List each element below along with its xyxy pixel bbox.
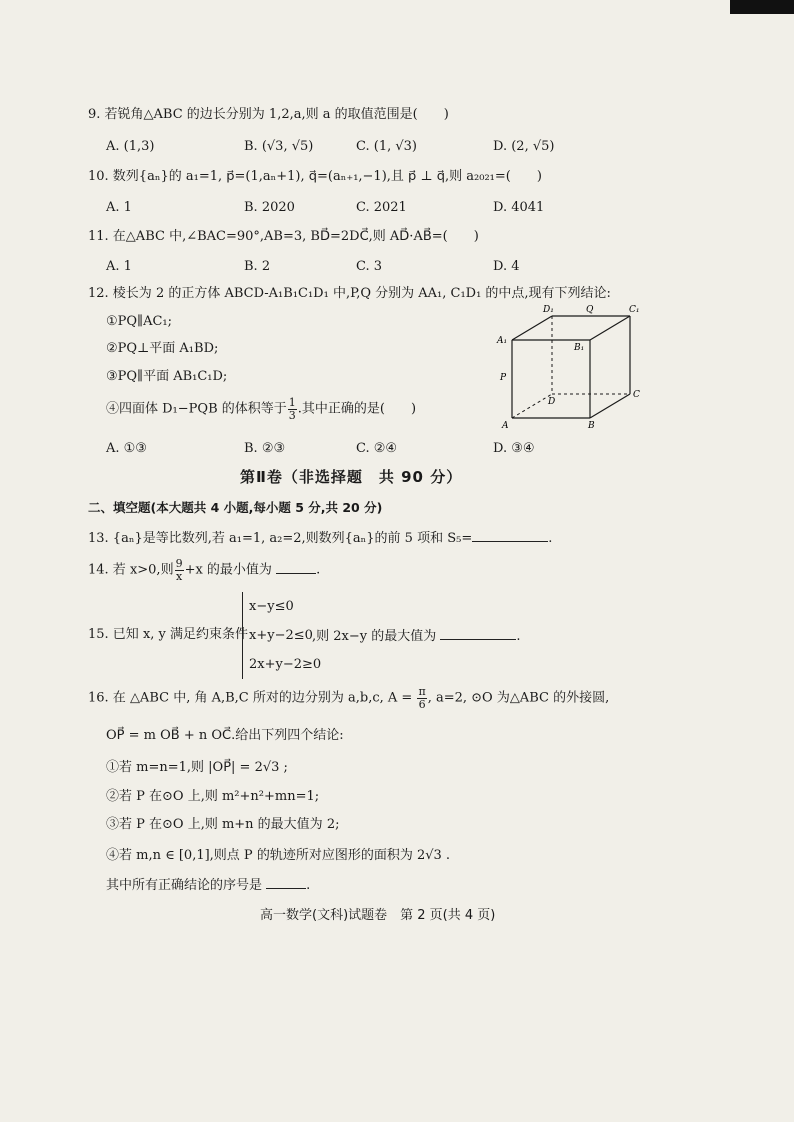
cube-label-b1: B₁ — [574, 343, 585, 353]
question-15-tail — [312, 628, 521, 643]
cube-hidden-edge-ad — [512, 394, 552, 418]
question-12-stem: 12. 棱长为 2 的正方体 ABCD-A₁B₁C₁D₁ 中,P,Q 分别为 AA₁, C₁D₁ 的中点,现有下列结论: — [88, 286, 611, 301]
q15-constraint-3: 2x+y−2≥0 — [249, 657, 322, 672]
q10-option-a: A. 1 — [106, 200, 132, 215]
q12-c4-suffix: .其中正确的是( ) — [297, 401, 417, 417]
q9-option-a: A. (1,3) — [106, 139, 155, 154]
q16-fraction-num: π — [418, 685, 426, 698]
cube-figure — [495, 300, 645, 435]
question-14 — [88, 558, 320, 582]
cube-edge-bc — [590, 394, 630, 418]
cube-label-a1: A₁ — [497, 336, 508, 346]
q12-conclusion-3: ③PQ∥平面 AB₁C₁D; — [106, 369, 228, 384]
q16-question — [106, 877, 310, 892]
q12-option-a: A. ①③ — [106, 441, 147, 456]
q16-conclusion-2: ②若 P 在⊙O 上,则 m²+n²+mn=1; — [106, 789, 320, 804]
q9-option-c: C. (1, √3) — [356, 139, 417, 154]
cube-label-c1: C₁ — [629, 305, 640, 315]
cube-label-c: C — [633, 390, 640, 400]
q16-suffix: , a=2, ⊙O 为△ABC 的外接圆, — [427, 690, 610, 706]
q15-constraint-system — [242, 592, 321, 679]
q13-answer-blank — [472, 530, 548, 542]
q10-option-d: D. 4041 — [493, 200, 545, 215]
cube-label-a: A — [502, 421, 509, 431]
question-11-stem: 11. 在△ABC 中,∠BAC=90°,AB=3, BD⃗=2DC⃗,则 AD⃗·AB⃗=( ) — [88, 229, 479, 244]
q12-option-d: D. ③④ — [493, 441, 535, 456]
q14-fraction-num: 9 — [175, 557, 183, 570]
q14-fraction-den: x — [175, 569, 183, 583]
section-2-title: 第Ⅱ卷（非选择题 共 90 分） — [240, 468, 463, 486]
q14-fraction — [175, 558, 184, 582]
q10-option-b: B. 2020 — [244, 200, 295, 215]
cube-label-d1: D₁ — [543, 305, 554, 315]
cube-label-p: P — [500, 373, 507, 383]
scan-edge-mark — [730, 0, 794, 14]
q13-text: 13. {aₙ}是等比数列,若 a₁=1, a₂=2,则数列{aₙ}的前 5 项和 S₅= — [88, 531, 473, 546]
q10-option-c: C. 2021 — [356, 200, 407, 215]
q12-conclusion-2: ②PQ⊥平面 A₁BD; — [106, 341, 219, 356]
q15-constraint-1: x−y≤0 — [249, 599, 294, 614]
q16-line-2: OP⃗ = m OB⃗ + n OC⃗.给出下列四个结论: — [106, 728, 344, 743]
q15-middle: ,则 2x−y 的最大值为 — [312, 629, 437, 644]
q15-constraint-2: x+y−2≤0 — [249, 628, 313, 643]
q14-middle: +x 的最小值为 — [184, 562, 272, 578]
q16-period: . — [306, 878, 311, 893]
q14-prefix: 14. 若 x>0,则 — [88, 562, 174, 578]
cube-edge-b1c1 — [590, 316, 630, 340]
q16-prefix: 16. 在 △ABC 中, 角 A,B,C 所对的边分别为 a,b,c, A = — [88, 690, 413, 706]
cube-label-d: D — [548, 397, 556, 407]
q16-answer-blank — [266, 877, 306, 889]
q16-conclusion-3: ③若 P 在⊙O 上,则 m+n 的最大值为 2; — [106, 817, 340, 832]
question-9-stem: 9. 若锐角△ABC 的边长分别为 1,2,a,则 a 的取值范围是( ) — [88, 107, 449, 122]
fill-in-part-title: 二、填空题(本大题共 4 小题,每小题 5 分,共 20 分) — [88, 500, 383, 515]
q16-conclusion-4: ④若 m,n ∈ [0,1],则点 P 的轨迹所对应图形的面积为 2√3 . — [106, 848, 451, 863]
q12-option-c: C. ②④ — [356, 441, 398, 456]
q12-fraction-num: 1 — [288, 396, 296, 409]
cube-label-b: B — [588, 421, 595, 431]
q11-option-c: C. 3 — [356, 259, 383, 274]
q11-option-d: D. 4 — [493, 259, 520, 274]
cube-edge-a1d1 — [512, 316, 552, 340]
q16-fraction-den: 6 — [418, 697, 426, 711]
q14-answer-blank — [276, 562, 316, 574]
q16-conclusion-1: ①若 m=n=1,则 |OP⃗| = 2√3 ; — [106, 760, 288, 775]
q16-fraction — [417, 686, 426, 710]
q11-option-a: A. 1 — [106, 259, 132, 274]
q12-c4-prefix: ④四面体 D₁−PQB 的体积等于 — [106, 401, 287, 417]
q12-fraction — [288, 397, 297, 421]
page-footer: 高一数学(文科)试题卷 第 2 页(共 4 页) — [260, 908, 496, 923]
question-10-stem: 10. 数列{aₙ}的 a₁=1, p⃗=(1,aₙ+1), q⃗=(aₙ₊₁,−1),且 p⃗ ⊥ q⃗,则 a₂₀₂₁=( ) — [88, 169, 542, 184]
question-16-line-1 — [88, 686, 609, 710]
q9-option-b: B. (√3, √5) — [244, 139, 314, 154]
q15-period: . — [516, 629, 521, 644]
q12-conclusion-4 — [106, 397, 416, 421]
cube-label-q: Q — [586, 305, 594, 315]
q9-option-d: D. (2, √5) — [493, 139, 555, 154]
q15-prefix: 15. 已知 x, y 满足约束条件 — [88, 627, 249, 642]
q12-fraction-den: 3 — [288, 408, 296, 422]
q12-conclusion-1: ①PQ∥AC₁; — [106, 314, 172, 329]
q13-period: . — [548, 531, 553, 546]
question-13 — [88, 530, 552, 545]
q11-option-b: B. 2 — [244, 259, 271, 274]
q15-answer-blank — [440, 628, 516, 640]
q16-ask: 其中所有正确结论的序号是 — [106, 878, 263, 893]
q12-option-b: B. ②③ — [244, 441, 286, 456]
q14-period: . — [316, 562, 321, 578]
